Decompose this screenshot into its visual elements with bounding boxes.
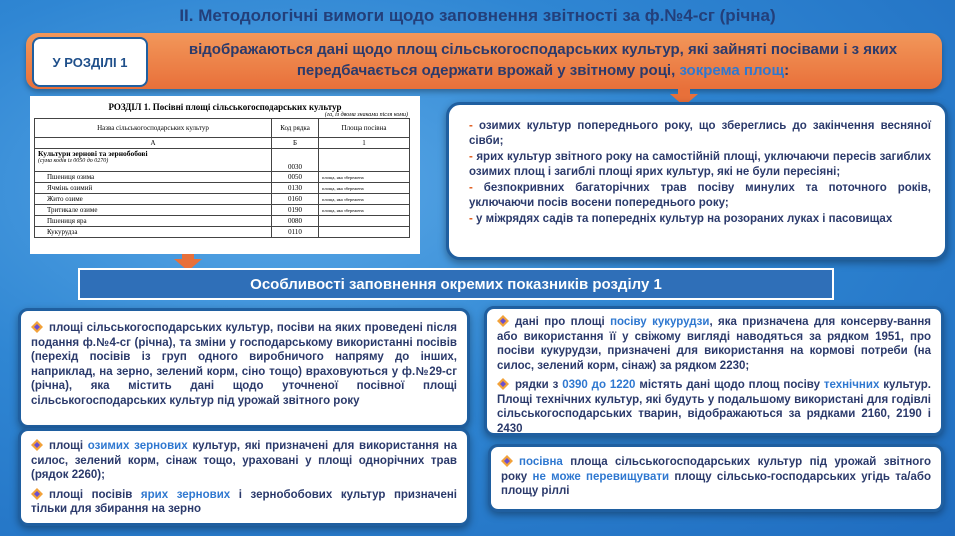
bullet-icon	[31, 439, 49, 454]
card-paragraph: дані про площі посіву кукурудзи, яка призначена для консерву-вання або використання її у свіжому вигляді наводяться за рядком 1951, про посіви кукурудзи, призначені для використання на кормові потреби (на силос, зелений корм, сінаж) за рядком 2230;	[497, 316, 931, 372]
card-paragraph: площі сільськогосподарських культур, посіви на яких проведені після подання ф.№4-сг (річна), та зміни у господарському використанні посівів (перехід посівів із груп одного виробничого напряму до інших, наприклад, на зерно, зелений корм, сіно тощо) враховуються у ф.№29-сг (річна), яка містить дані щодо уточненої посівної площі сільськогосподарських культур під урожай звітного року	[31, 322, 457, 407]
card-paragraph: посівна площа сільськогосподарських культур під урожай звітного року не може перевищувати площу сільсько-господарських угідь та/або площу ріллі	[501, 456, 931, 497]
table-cell: площа, яка збережена	[319, 172, 410, 183]
table-cell: Кукурудза	[35, 227, 272, 238]
table-row	[35, 183, 410, 194]
table-cell: площа, яка збережена	[319, 183, 410, 194]
table-header: Код рядка	[272, 119, 319, 138]
table-cell	[319, 216, 410, 227]
table-cell: 0050	[272, 172, 319, 183]
table-cell: площа, яка збережена	[319, 194, 410, 205]
form-table-note: (га, із двома знаками після коми)	[324, 112, 408, 118]
list-item: - у міжрядях садів та попередніх культур на розораних луках і пасовищах	[469, 213, 893, 225]
page-title: ІІ. Методологічні вимоги щодо заповнення звітності за ф.№4-сг (річна)	[179, 6, 776, 25]
info-card-1	[18, 308, 470, 428]
table-header: Площа посівна	[319, 119, 410, 138]
table-cell: площа, яка збережена	[319, 205, 410, 216]
card-paragraph: площі посівів ярих зернових і зернобобових культур призначені тільки для збирання на зерно	[31, 488, 457, 515]
table-cell: 0130	[272, 183, 319, 194]
bullet-icon	[497, 378, 515, 393]
info-card-2	[18, 428, 470, 526]
info-card-3	[484, 306, 944, 436]
table-cell: 0190	[272, 205, 319, 216]
table-cell: 0110	[272, 227, 319, 238]
list-item: - ярих культур звітного року на самостійній площі, уключаючи пересів загиблих озимих площ і загиблі площі ярих культур, які не були пересіяні;	[469, 151, 931, 178]
table-cell: Тритикале озиме	[35, 205, 272, 216]
table-cell: Пшениця яра	[35, 216, 272, 227]
bullet-icon	[501, 455, 519, 470]
group-note: (сума кодів із 0050 до 0270)	[38, 158, 109, 164]
card-paragraph: площі озимих зернових культур, які призначені для використання на силос, зелений корм, сінаж тощо, ураховані у площі однорічних трав (рядок 2260);	[31, 440, 457, 481]
group-title: Культури зернові та зернобобові	[38, 149, 148, 158]
form-table	[34, 118, 410, 238]
table-cell	[319, 227, 410, 238]
table-row	[35, 172, 410, 183]
table-cell: Б	[272, 138, 319, 149]
table-cell	[319, 149, 410, 172]
table-row	[35, 194, 410, 205]
table-cell: 0160	[272, 194, 319, 205]
area-list-card	[446, 102, 948, 260]
form-table-title: РОЗДІЛ 1. Посівні площі сільськогосподарських культур	[108, 102, 342, 112]
section-label: У РОЗДІЛІ 1	[32, 37, 148, 87]
table-cell: 1	[319, 138, 410, 149]
banner-text: відображаються дані щодо площ сільськогосподарських культур, які зайняті посівами і з яких передбачається одержати врожай у звітному році, зокрема площ:	[188, 41, 898, 79]
table-header: Назва сільськогосподарських культур	[35, 119, 272, 138]
bullet-icon	[497, 315, 515, 330]
card-paragraph: рядки з 0390 до 1220 містять дані щодо площ посіву технічних культур. Площі технічних культур, які будуть у подальшому використані для годівлі сільськогосподарських тварин, відображаються за рядками 2160, 2190 і 2430	[497, 379, 931, 435]
table-row	[35, 227, 410, 238]
table-row	[35, 205, 410, 216]
table-cell: А	[35, 138, 272, 149]
list-item: - безпокривних багаторічних трав посіву минулих та поточного років, уключаючи посів восени попереднього року;	[469, 182, 931, 209]
bullet-icon	[31, 488, 49, 503]
table-row	[35, 216, 410, 227]
bullet-icon	[31, 321, 49, 336]
section-heading: Особливості заповнення окремих показників розділу 1	[78, 268, 834, 300]
info-card-4	[488, 444, 944, 512]
section-banner	[26, 33, 942, 89]
table-cell: Ячмінь озимий	[35, 183, 272, 194]
table-cell: Пшениця озима	[35, 172, 272, 183]
area-list	[469, 119, 931, 228]
table-cell: 0080	[272, 216, 319, 227]
table-row	[35, 149, 410, 172]
table-cell: 0030	[272, 149, 319, 172]
form-table-image	[30, 96, 420, 254]
list-item: - озимих культур попереднього року, що збереглись до закінчення весняної сівби;	[469, 120, 931, 147]
table-cell: Жито озиме	[35, 194, 272, 205]
